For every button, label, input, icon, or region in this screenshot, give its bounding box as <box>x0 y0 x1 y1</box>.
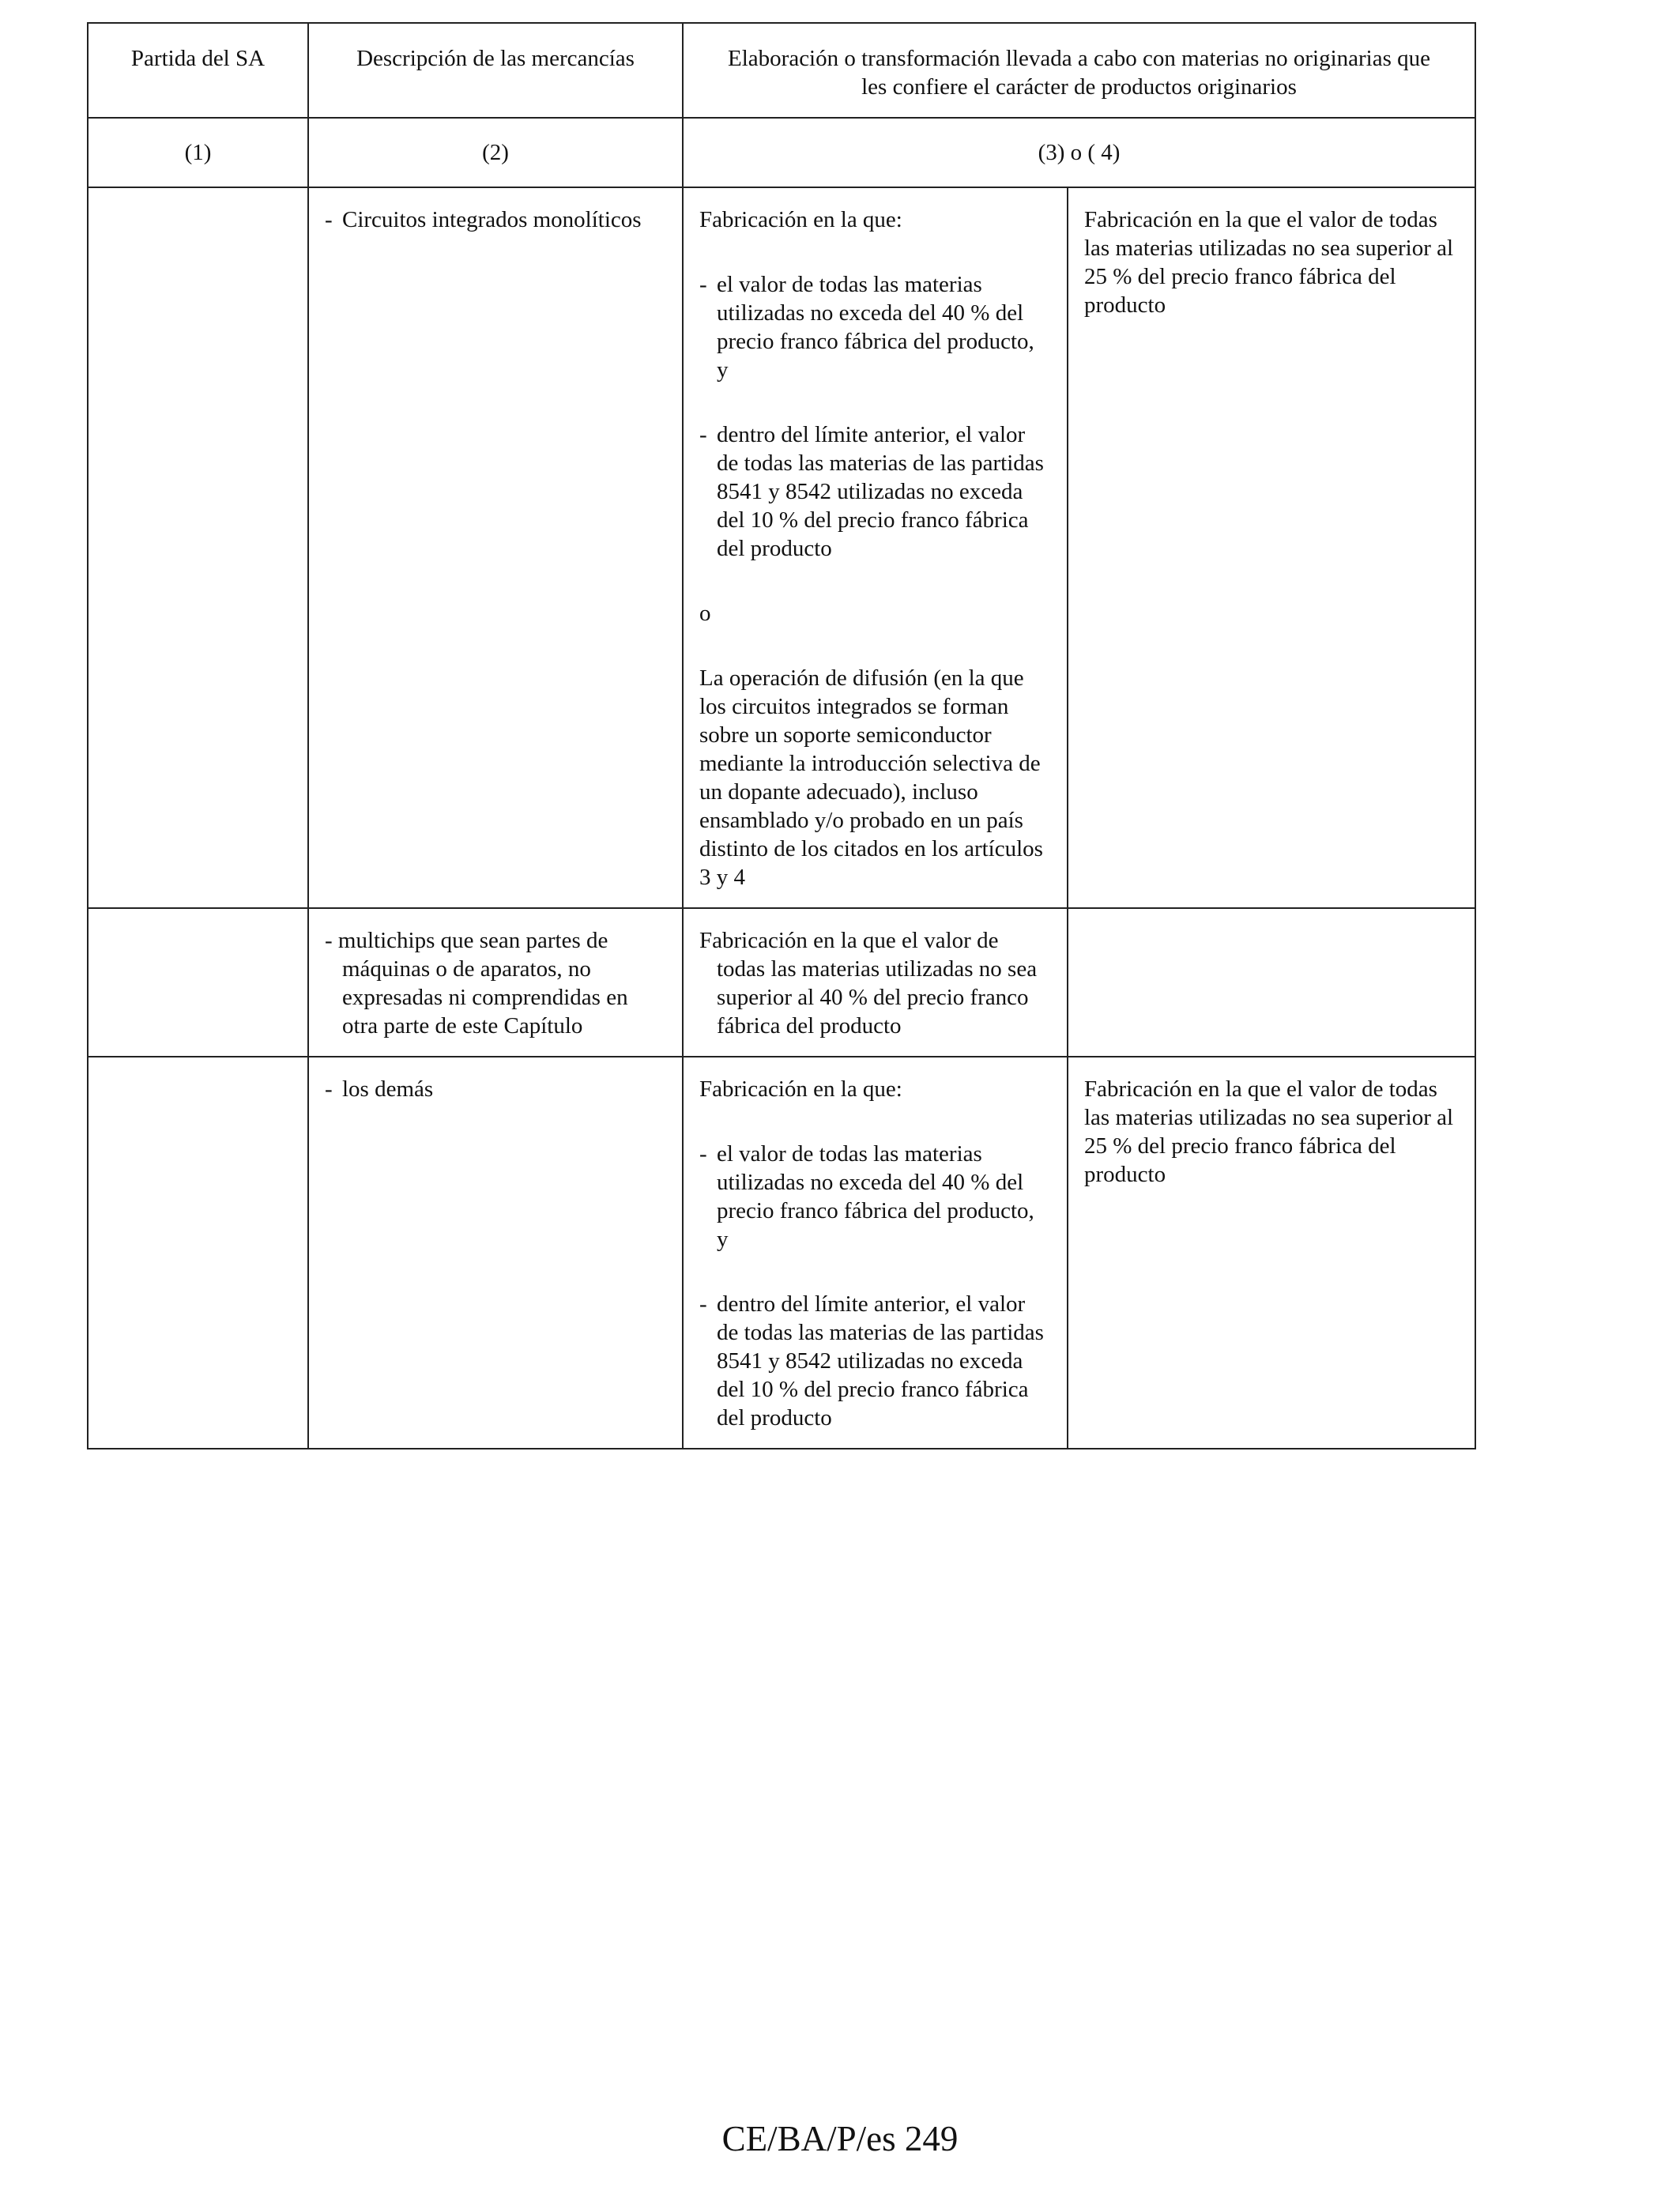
dash-marker: - <box>699 1291 707 1317</box>
cell-col4 <box>1068 908 1475 1057</box>
col3-item-text: el valor de todas las materias utilizadas no exceda del 40 % del precio franco fábrica del producto, y <box>717 1141 1034 1252</box>
col3-item <box>699 1290 1051 1432</box>
cell-description <box>308 1057 683 1449</box>
cell-partida <box>88 187 308 908</box>
col3-intro: Fabricación en la que: <box>699 207 902 232</box>
col-number-1: (1) <box>88 118 308 187</box>
cell-partida <box>88 908 308 1057</box>
cell-partida <box>88 1057 308 1449</box>
description-item <box>325 205 666 234</box>
header-partida: Partida del SA <box>88 23 308 118</box>
col3-item <box>699 270 1051 384</box>
col3-item <box>699 420 1051 563</box>
header-elaboracion-text: Elaboración o transformación llevada a cabo con materias no originarias que les confiere el carácter de productos originarios <box>728 46 1430 100</box>
page-footer-reference: CE/BA/P/es 249 <box>721 2119 959 2158</box>
cell-col3 <box>683 908 1068 1057</box>
col4-text: Fabricación en la que el valor de todas las materias utilizadas no sea superior al 25 % del precio franco fábrica del producto <box>1084 1076 1454 1187</box>
dash-marker: - <box>325 1076 333 1102</box>
cell-col4 <box>1068 1057 1475 1449</box>
header-elaboracion <box>683 23 1475 118</box>
description-text: - multichips que sean partes de máquinas o de aparatos, no expresadas ni comprendidas en otra parte de este Capítulo <box>325 928 628 1039</box>
table-row <box>88 1057 1475 1449</box>
dash-marker: - <box>699 1141 707 1167</box>
col3-alternative: La operación de difusión (en la que los circuitos integrados se forman sobre un soporte semiconductor mediante la introducción selectiva de un dopante adecuado), incluso ensamblado y/o probado en un país distinto de los citados en los artículos 3 y 4 <box>699 665 1043 890</box>
dash-marker: - <box>325 207 333 232</box>
description-text: Circuitos integrados monolíticos <box>342 207 642 232</box>
col4-text: Fabricación en la que el valor de todas las materias utilizadas no sea superior al 25 % del precio franco fábrica del producto <box>1084 207 1454 318</box>
cell-col3 <box>683 187 1068 908</box>
col3-item-text: el valor de todas las materias utilizadas no exceda del 40 % del precio franco fábrica del producto, y <box>717 272 1034 383</box>
col-number-2: (2) <box>308 118 683 187</box>
table-row <box>88 187 1475 908</box>
col3-item-text: dentro del límite anterior, el valor de todas las materias de las partidas 8541 y 8542 utilizadas no exceda del 10 % del precio franco fábrica del producto <box>717 1291 1044 1431</box>
header-descripcion: Descripción de las mercancías <box>308 23 683 118</box>
col3-intro: Fabricación en la que: <box>699 1076 902 1102</box>
col3-text: Fabricación en la que el valor de todas las materias utilizadas no sea superior al 40 % del precio franco fábrica del producto <box>699 928 1038 1039</box>
cell-col3 <box>683 1057 1068 1449</box>
col3-item <box>699 1140 1051 1253</box>
dash-marker: - <box>699 272 707 297</box>
description-text: los demás <box>342 1076 434 1102</box>
rules-table <box>87 22 1476 1449</box>
dash-marker: - <box>699 422 707 447</box>
col3-or: o <box>699 601 711 626</box>
column-number-row <box>88 118 1475 187</box>
description-item <box>325 1075 666 1103</box>
cell-col4 <box>1068 187 1475 908</box>
col-number-3-4: (3) o ( 4) <box>683 118 1475 187</box>
table-row <box>88 908 1475 1057</box>
cell-description <box>308 908 683 1057</box>
col3-item-text: dentro del límite anterior, el valor de todas las materias de las partidas 8541 y 8542 utilizadas no exceda del 10 % del precio franco fábrica del producto <box>717 422 1044 561</box>
table-header-row <box>88 23 1475 118</box>
cell-description <box>308 187 683 908</box>
